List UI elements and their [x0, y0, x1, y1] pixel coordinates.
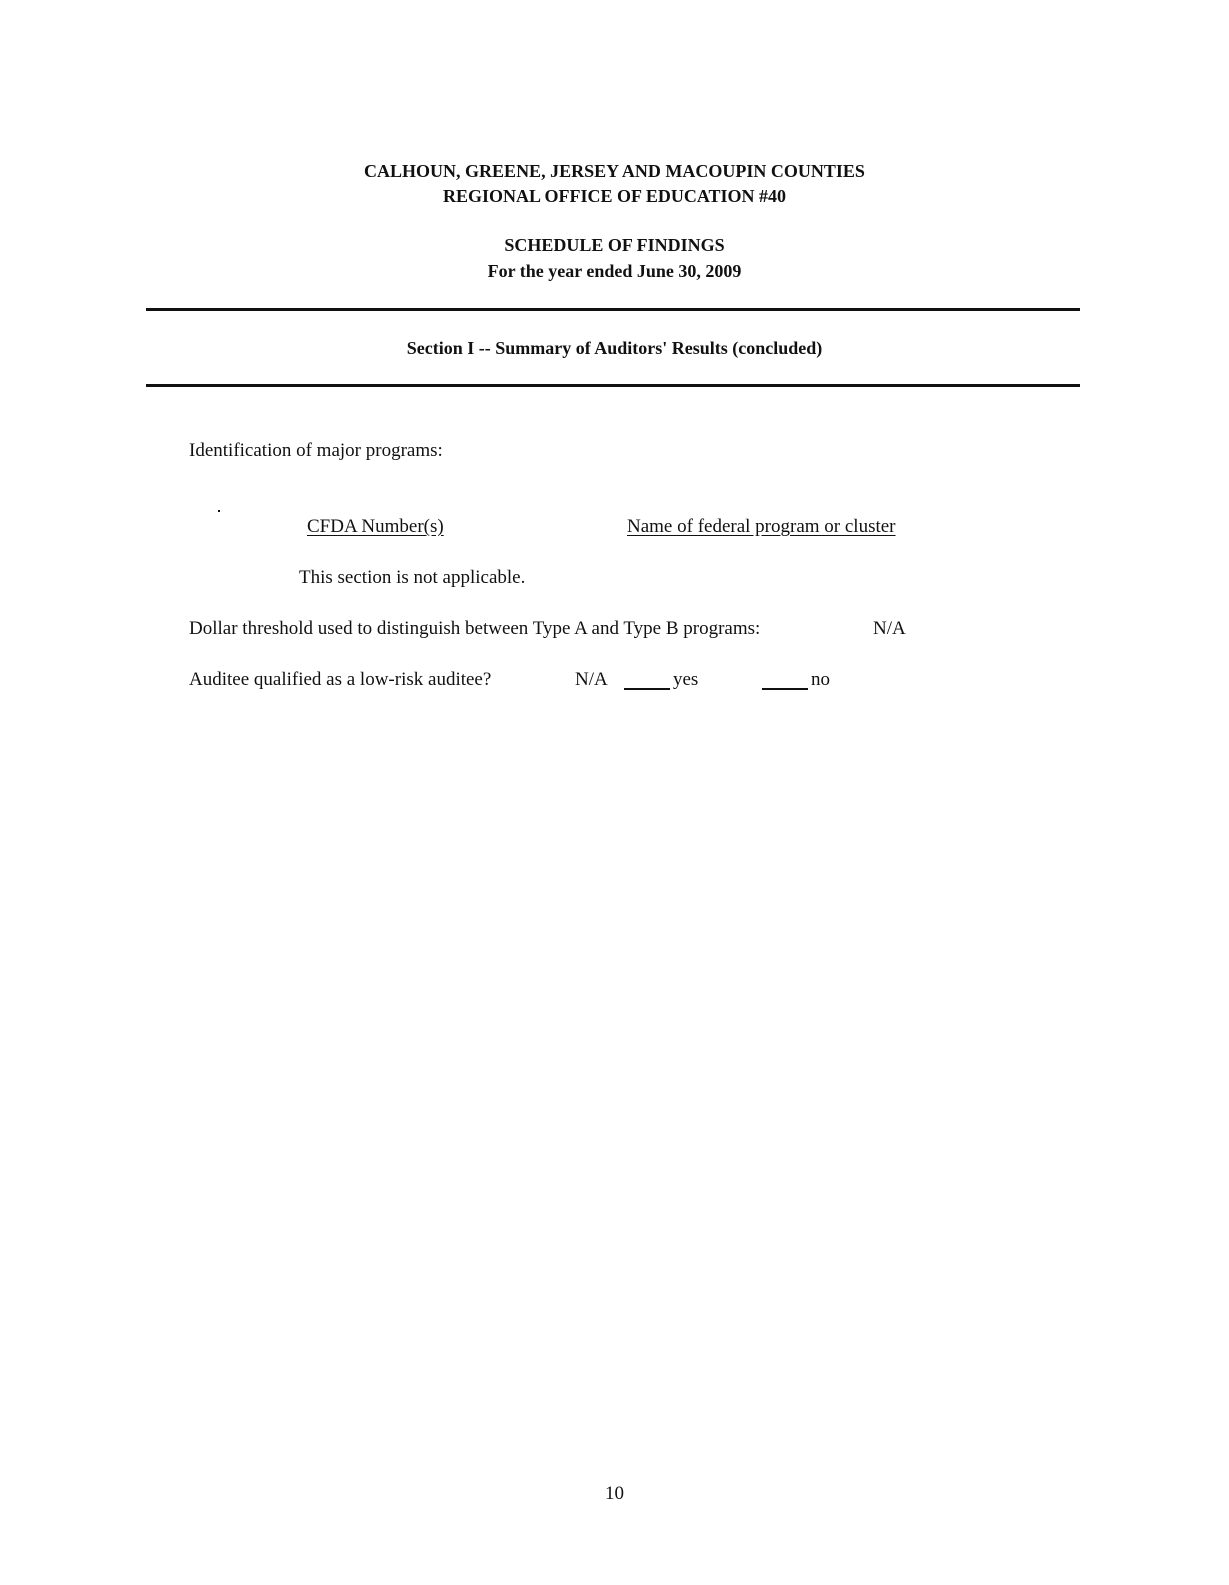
low-risk-value: N/A — [575, 669, 608, 690]
stray-mark — [218, 510, 220, 512]
yes-label: yes — [673, 669, 699, 690]
threshold-label: Dollar threshold used to distinguish between Type A and Type B programs: — [189, 618, 761, 639]
section-heading: Section I -- Summary of Auditors' Results (concluded) — [406, 338, 823, 358]
not-applicable-note: This section is not applicable. — [299, 567, 526, 588]
yes-blank-line — [624, 688, 670, 690]
top-rule — [146, 308, 1080, 311]
header-line-1: CALHOUN, GREENE, JERSEY AND MACOUPIN COUNTIES — [364, 161, 865, 181]
no-blank-line — [762, 688, 808, 690]
threshold-value: N/A — [873, 618, 906, 639]
cfda-column-header: CFDA Number(s) — [307, 516, 444, 537]
no-label: no — [811, 669, 830, 690]
document-title: SCHEDULE OF FINDINGS — [504, 235, 725, 255]
bottom-rule — [146, 384, 1080, 387]
document-period: For the year ended June 30, 2009 — [487, 261, 742, 281]
program-name-column-header: Name of federal program or cluster — [627, 516, 896, 537]
low-risk-label: Auditee qualified as a low-risk auditee? — [189, 669, 492, 690]
page-number: 10 — [605, 1483, 624, 1504]
header-line-2: REGIONAL OFFICE OF EDUCATION #40 — [442, 186, 787, 206]
major-programs-label: Identification of major programs: — [189, 440, 443, 461]
